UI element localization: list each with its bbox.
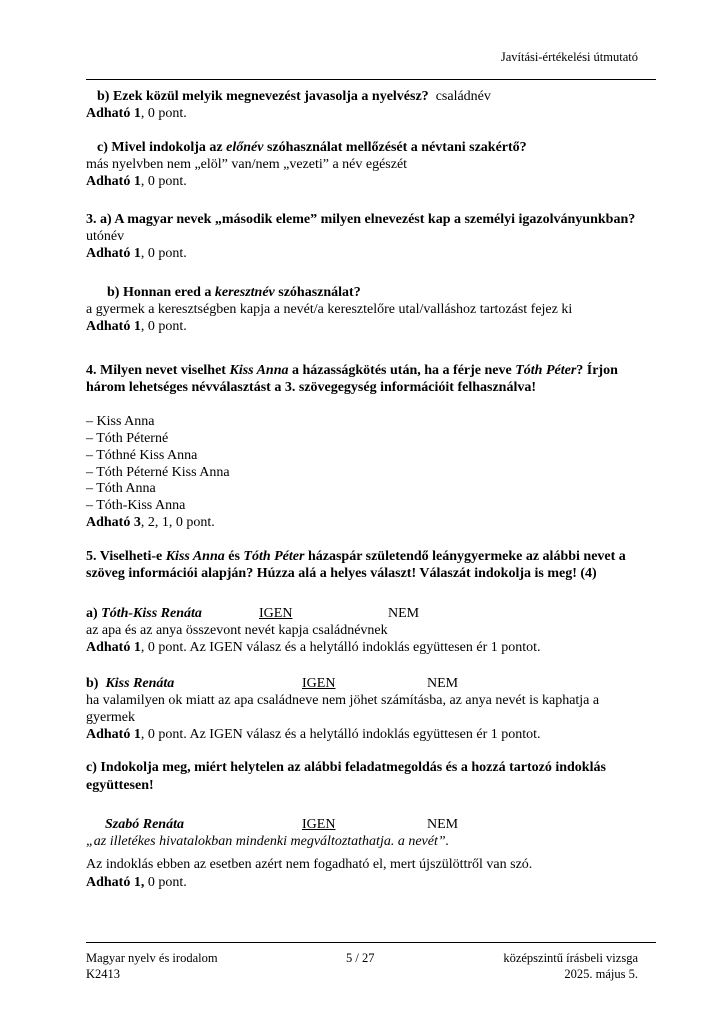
q5-q-c: házaspár születendő leánygyermeke az alábbi nevet a bbox=[304, 549, 626, 564]
footer-exam-level: középszintű írásbeli vizsga bbox=[503, 951, 638, 965]
q2c-question bbox=[97, 139, 527, 156]
q4-option: – Tóth Péterné bbox=[86, 431, 169, 446]
q5c-score-rest: 0 pont. bbox=[144, 875, 187, 890]
q5-name2: Tóth Péter bbox=[243, 549, 305, 564]
q5-question-line2: szöveg információi alapján? Húzza alá a helyes választ! Válaszát indokolja is meg! (4) bbox=[86, 566, 597, 581]
q4-q-a: 4. Milyen nevet viselhet bbox=[86, 363, 230, 378]
q2c-label: c) bbox=[97, 140, 108, 155]
q4-option: – Kiss Anna bbox=[86, 414, 155, 429]
q5c-explanation: Az indoklás ebben az esetben azért nem fogadható el, mert újszülöttről van szó. bbox=[86, 857, 533, 872]
q3a-answer: utónév bbox=[86, 229, 125, 244]
q4-option: – Tóth-Kiss Anna bbox=[86, 498, 186, 513]
q3b-q-b: szóhasználat? bbox=[274, 285, 361, 300]
footer-date: 2025. május 5. bbox=[564, 967, 638, 981]
q5b-label: b) bbox=[86, 676, 99, 691]
q2b-label: b) bbox=[97, 89, 110, 104]
q4-option: – Tóth Péterné Kiss Anna bbox=[86, 465, 230, 480]
q5-question-line1 bbox=[86, 548, 626, 565]
page-header-title: Javítási-értékelési útmutató bbox=[500, 50, 638, 64]
q5b-yes-option: IGEN bbox=[302, 676, 336, 691]
q5b-score-rest: , 0 pont. Az IGEN válasz és a helytálló indoklás együttesen ér 1 pontot. bbox=[140, 727, 541, 742]
footer-rule bbox=[86, 942, 656, 943]
q3a-question: 3. a) A magyar nevek „második eleme” milyen elnevezést kap a személyi igazolványunkban? bbox=[86, 212, 636, 227]
q2b-answer: családnév bbox=[435, 89, 491, 104]
q2b-score-rest: , 0 pont. bbox=[140, 106, 187, 121]
q3a-score-bold: Adható 1 bbox=[86, 246, 141, 261]
q5a-score bbox=[86, 639, 541, 656]
q3b-term: keresztnév bbox=[214, 285, 275, 300]
q4-option: – Tóth Anna bbox=[86, 481, 156, 496]
q3b-q-a: b) Honnan ered a bbox=[107, 285, 215, 300]
q5c-name: Szabó Renáta bbox=[105, 817, 184, 832]
q5a-yes-option: IGEN bbox=[259, 606, 293, 621]
q2b-line bbox=[97, 88, 491, 105]
q5a-name: Tóth-Kiss Renáta bbox=[101, 606, 202, 621]
q2c-score bbox=[86, 173, 187, 190]
q5a-title bbox=[86, 605, 202, 622]
q4-score-bold: Adható 3 bbox=[86, 515, 141, 530]
q2c-term: előnév bbox=[226, 140, 264, 155]
q5c-question-line2: együttesen! bbox=[86, 778, 154, 793]
q5c-score-bold: Adható 1, bbox=[86, 875, 145, 890]
q5b-score-bold: Adható 1 bbox=[86, 727, 141, 742]
q5c-quote: „az illetékes hivatalokban mindenki megváltoztathatja. a nevét”. bbox=[86, 834, 450, 849]
header-rule bbox=[86, 79, 656, 80]
footer-code: K2413 bbox=[86, 967, 121, 981]
q2c-q-a: Mivel indokolja az bbox=[111, 140, 227, 155]
q3b-score bbox=[86, 318, 187, 335]
q5a-score-rest: , 0 pont. Az IGEN válasz és a helytálló indoklás együttesen ér 1 pontot. bbox=[140, 640, 541, 655]
q3b-answer: a gyermek a keresztségben kapja a nevét/a keresztelőre utal/valláshoz tartozást fejez ki bbox=[86, 302, 573, 317]
q5c-no-option: NEM bbox=[427, 817, 459, 832]
q5-q-b: és bbox=[224, 549, 244, 564]
q5c-question-line1: c) Indokolja meg, miért helytelen az alábbi feladatmegoldás és a hozzá tartozó indoklás bbox=[86, 760, 606, 775]
q4-name2: Tóth Péter bbox=[515, 363, 577, 378]
q5a-score-bold: Adható 1 bbox=[86, 640, 141, 655]
q5b-reason-line2: gyermek bbox=[86, 710, 135, 725]
q5a-label: a) bbox=[86, 606, 98, 621]
q5-name1: Kiss Anna bbox=[165, 549, 225, 564]
q5a-no-option: NEM bbox=[388, 606, 420, 621]
q4-q-c: ? Írjon bbox=[576, 363, 618, 378]
q4-q-b: a házasságkötés után, ha a férje neve bbox=[288, 363, 516, 378]
q2b-score bbox=[86, 105, 187, 122]
q2c-answer: más nyelvben nem „elöl” van/nem „vezeti” a név egészét bbox=[86, 157, 408, 172]
q4-option: – Tóthné Kiss Anna bbox=[86, 448, 198, 463]
q5a-reason: az apa és az anya összevont nevét kapja családnévnek bbox=[86, 623, 388, 638]
q3a-score-rest: , 0 pont. bbox=[140, 246, 187, 261]
q2b-question: Ezek közül melyik megnevezést javasolja a nyelvész? bbox=[112, 89, 429, 104]
q4-question-line1 bbox=[86, 362, 618, 379]
q5b-no-option: NEM bbox=[427, 676, 459, 691]
q5b-name: Kiss Renáta bbox=[105, 676, 175, 691]
q4-question-line2: három lehetséges névválasztást a 3. szövegegység információit felhasználva! bbox=[86, 380, 536, 395]
q2b-score-bold: Adható 1 bbox=[86, 106, 141, 121]
q5b-title bbox=[86, 675, 174, 692]
q4-name1: Kiss Anna bbox=[229, 363, 289, 378]
q4-score-rest: , 2, 1, 0 pont. bbox=[140, 515, 215, 530]
footer-page-number: 5 / 27 bbox=[346, 951, 375, 965]
q5c-yes-option: IGEN bbox=[302, 817, 336, 832]
q2c-score-bold: Adható 1 bbox=[86, 174, 141, 189]
q2c-score-rest: , 0 pont. bbox=[140, 174, 187, 189]
q5-q-a: 5. Viselheti-e bbox=[86, 549, 166, 564]
footer-subject: Magyar nyelv és irodalom bbox=[86, 951, 218, 965]
q3b-score-rest: , 0 pont. bbox=[140, 319, 187, 334]
q4-score bbox=[86, 514, 215, 531]
q2c-q-b: szóhasználat mellőzését a névtani szakértő? bbox=[263, 140, 527, 155]
q5b-reason-line1: ha valamilyen ok miatt az apa családneve nem jöhet számításba, az anya nevét is kaphatja a bbox=[86, 693, 600, 708]
q3b-question bbox=[107, 284, 361, 301]
q5b-score bbox=[86, 726, 541, 743]
q3b-score-bold: Adható 1 bbox=[86, 319, 141, 334]
q3a-score bbox=[86, 245, 187, 262]
q5c-score bbox=[86, 874, 187, 891]
